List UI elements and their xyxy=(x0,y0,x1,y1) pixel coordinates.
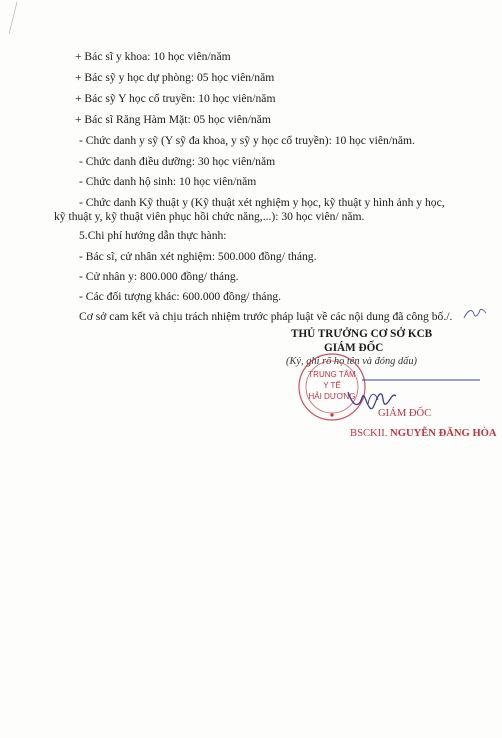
text-line: - Chức danh y sỹ (Y sỹ đa khoa, y sỹ y học cổ truyền): 10 học viên/năm. xyxy=(79,134,415,147)
signer-fullname: NGUYỄN ĐĂNG HÒA xyxy=(390,428,497,439)
text-line: + Bác sĩ y khoa: 10 học viên/năm xyxy=(75,50,231,63)
commitment-line: Cơ sở cam kết và chịu trách nhiệm trước pháp luật về các nội dung đã công bố./. xyxy=(79,310,453,323)
text-line: + Bác sỹ y học dự phòng: 05 học viên/năm xyxy=(75,71,275,84)
text-line: + Bác sỹ Y học cổ truyền: 10 học viên/năm xyxy=(75,92,276,105)
text-line: - Chức danh điều dưỡng: 30 học viên/năm xyxy=(79,155,276,168)
signer-name xyxy=(350,428,497,439)
text-line: - Bác sĩ, cử nhân xét nghiệm: 500.000 đồng/ tháng. xyxy=(79,250,317,263)
corner-pencil-mark xyxy=(6,0,20,34)
text-line: - Chức danh Kỹ thuật y (Kỹ thuật xét nghiệm y học, kỹ thuật y hình ảnh y học, xyxy=(79,196,445,209)
signer-degree: BSCKII. xyxy=(350,428,388,439)
stamp-line: TRUNG TÂM xyxy=(308,370,356,379)
stamp-line: HẢI DƯƠNG xyxy=(308,392,356,401)
text-line: + Bác sĩ Răng Hàm Mặt: 05 học viên/năm xyxy=(75,113,271,126)
text-line: - Các đối tượng khác: 600.000 đồng/ tháng. xyxy=(79,290,282,303)
text-line: kỹ thuật y, kỹ thuật viên phục hồi chức năng,...): 30 học viên/ năm. xyxy=(54,210,365,223)
signature-position: GIÁM ĐỐC xyxy=(324,342,384,354)
signer-role: GIÁM ĐỐC xyxy=(378,408,432,419)
text-line: - Chức danh hộ sinh: 10 học viên/năm xyxy=(79,175,257,188)
initial-mark xyxy=(462,304,488,322)
signature-heading: THỦ TRƯỞNG CƠ SỞ KCB xyxy=(291,328,433,340)
stamp-line: Y TẾ xyxy=(323,381,341,390)
section-heading: 5.Chi phí hướng dẫn thực hành: xyxy=(79,229,227,242)
text-line: - Cử nhân y: 800.000 đồng/ tháng. xyxy=(79,270,239,283)
signature-instruction: (Ký, ghi rõ họ tên và đóng dấu) xyxy=(286,356,418,367)
